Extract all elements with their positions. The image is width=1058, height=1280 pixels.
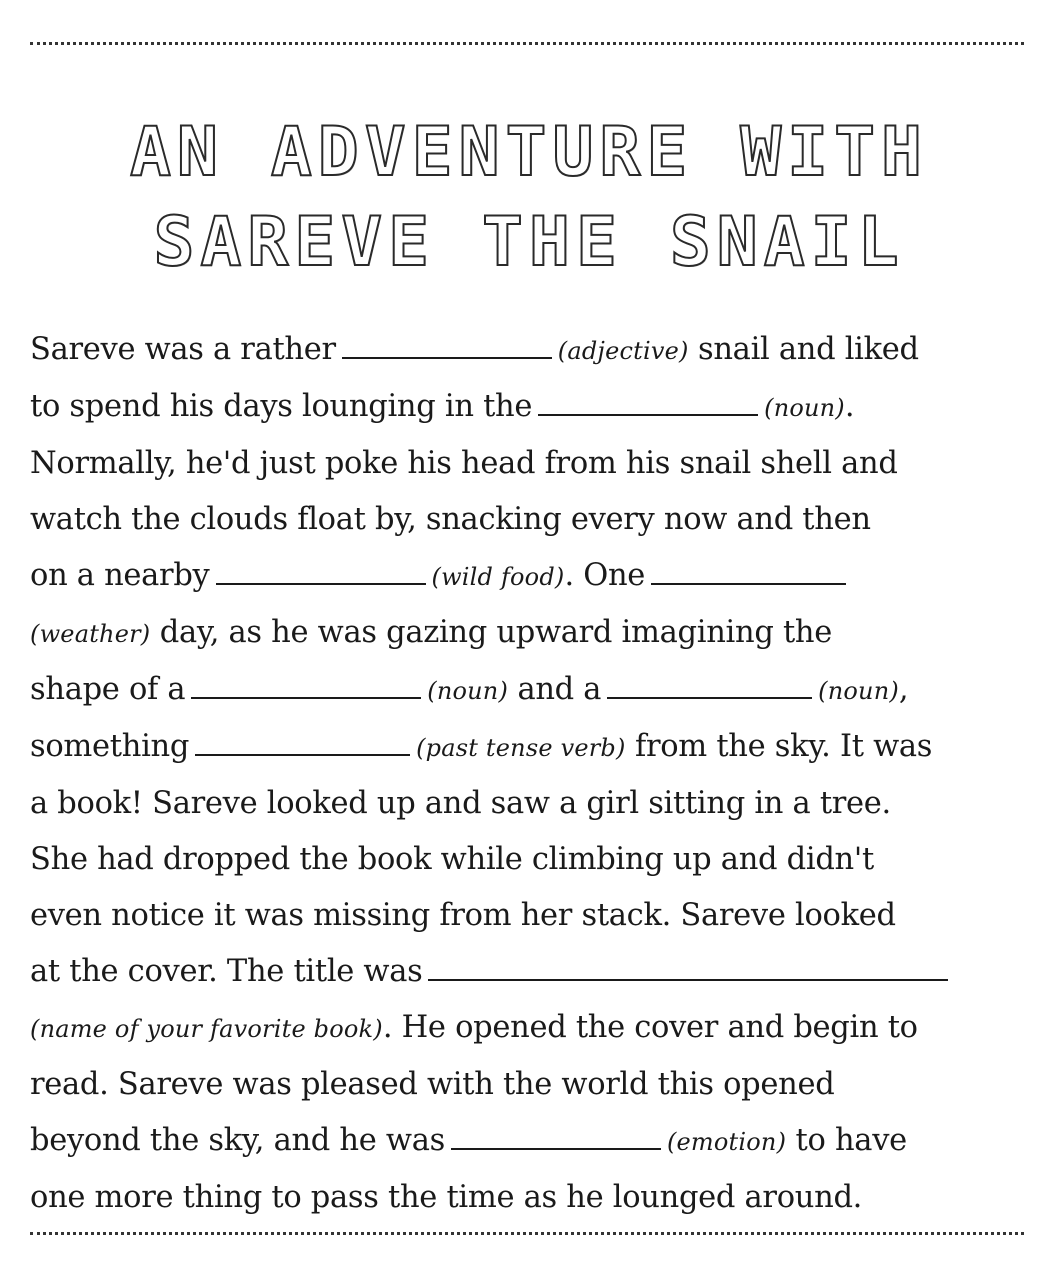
story-text: , [898,672,909,707]
story-line [30,548,1030,605]
fill-in-blank-noun[interactable] [538,388,758,416]
hint-emotion: (emotion) [666,1128,787,1156]
story-line [30,662,1030,719]
hint-noun: (noun) [818,677,899,705]
story-line: a book! Sareve looked up and saw a girl sitting in a tree. [30,786,891,821]
story-text: at the cover. The title was [30,954,423,989]
hint-noun: (noun) [427,677,509,705]
story-text: . [844,389,855,424]
bottom-dotted-divider [30,1232,1024,1235]
fill-in-blank-noun[interactable] [607,671,812,699]
story-line: one more thing to pass the time as he lounged around. [30,1180,863,1215]
fill-in-blank-favorite-book[interactable] [428,953,948,981]
story-text: to have [795,1123,907,1158]
story-line [30,719,1030,776]
story-line [30,1113,1030,1170]
story-line [30,379,1030,436]
top-dotted-divider [30,42,1024,45]
story-text: snail and liked [697,332,919,367]
story-text: to spend his days lounging in the [30,389,533,424]
title-line-1: AN ADVENTURE WITH [130,113,928,192]
story-text: Sareve was a rather [30,332,336,367]
story-line: Normally, he'd just poke his head from his snail shell and [30,446,898,481]
fill-in-blank-past-tense-verb[interactable] [195,728,410,756]
story-text: from the sky. It was [634,729,933,764]
story-text: on a nearby [30,558,210,593]
mad-lib-story [30,322,1030,1226]
story-line [30,944,1030,1000]
story-text: . One [564,558,646,593]
story-line: She had dropped the book while climbing up and didn't [30,842,874,877]
story-text: . He opened the cover and begin to [382,1010,918,1045]
story-text: something [30,729,190,764]
fill-in-blank-wild-food[interactable] [216,557,426,585]
page-title [0,108,1058,288]
story-line: watch the clouds float by, snacking every now and then [30,502,871,537]
story-line: even notice it was missing from her stack. Sareve looked [30,898,896,933]
title-line-2: SAREVE THE SNAIL [153,203,905,282]
fill-in-blank-emotion[interactable] [451,1122,661,1150]
fill-in-blank-noun[interactable] [191,671,421,699]
hint-adjective: (adjective) [557,337,689,365]
hint-past-tense-verb: (past tense verb) [416,734,626,762]
fill-in-blank-weather[interactable] [651,557,846,585]
hint-wild-food: (wild food) [431,563,565,591]
story-line [30,605,1030,662]
story-text: day, as he was gazing upward imagining the [159,615,833,650]
story-line: read. Sareve was pleased with the world this opened [30,1067,835,1102]
story-line [30,1000,1030,1057]
fill-in-blank-adjective[interactable] [342,331,552,359]
story-line [30,322,1030,379]
hint-noun: (noun) [764,394,845,422]
story-text: shape of a [30,672,186,707]
hint-weather: (weather) [30,620,151,648]
story-text: beyond the sky, and he was [30,1123,445,1158]
hint-favorite-book: (name of your favorite book) [30,1015,383,1043]
story-text: and a [517,672,602,707]
